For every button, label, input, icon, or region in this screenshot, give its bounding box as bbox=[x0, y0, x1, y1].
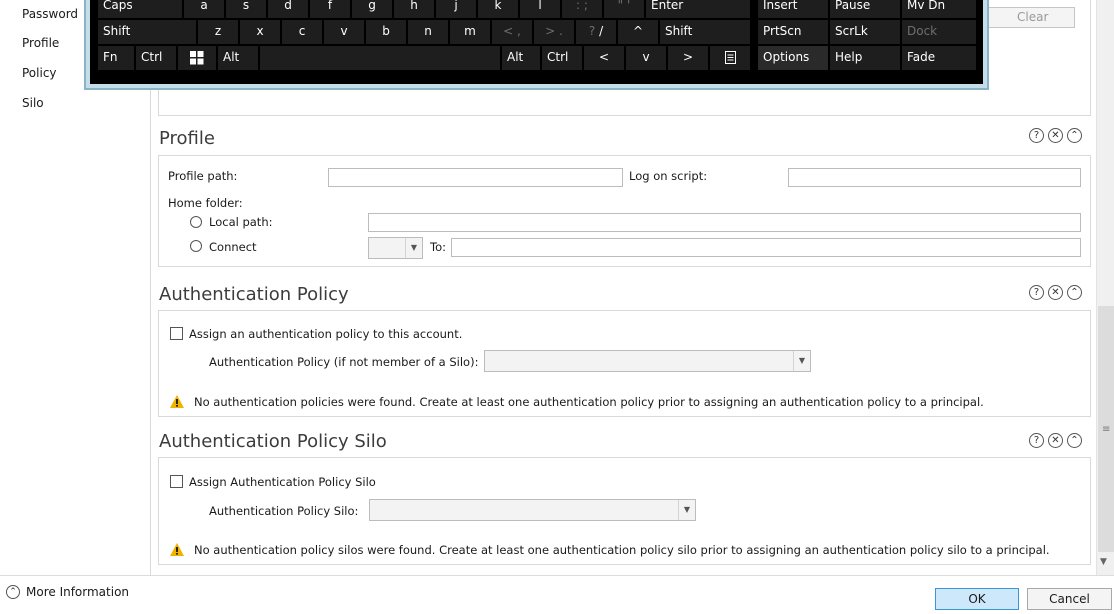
key-j[interactable]: j bbox=[436, 0, 476, 18]
key-slash-shift-label: ? bbox=[588, 24, 596, 38]
key-slash[interactable] bbox=[576, 20, 616, 44]
key-s[interactable]: s bbox=[226, 0, 266, 18]
key-fn[interactable]: Fn bbox=[98, 46, 134, 70]
clear-button[interactable]: Clear bbox=[986, 7, 1075, 28]
nav-item-profile[interactable]: Profile bbox=[22, 36, 60, 50]
collapse-icon[interactable]: ⌃ bbox=[1067, 433, 1082, 448]
key-h[interactable]: h bbox=[394, 0, 434, 18]
profile-section-title: Profile bbox=[159, 128, 215, 149]
windows-key[interactable] bbox=[178, 46, 216, 70]
auth-silo-section-controls bbox=[1029, 433, 1082, 448]
close-icon[interactable]: ✕ bbox=[1048, 128, 1063, 143]
logon-script-label: Log on script: bbox=[629, 169, 708, 183]
drive-letter-select[interactable] bbox=[368, 237, 423, 259]
connect-label: Connect bbox=[209, 240, 257, 254]
auth-silo-combo-label: Authentication Policy Silo: bbox=[209, 504, 359, 518]
key-alt-right[interactable]: Alt bbox=[502, 46, 540, 70]
logon-script-input[interactable] bbox=[788, 168, 1081, 187]
key-insert[interactable]: Insert bbox=[758, 0, 828, 18]
grip-icon: ≡ bbox=[1102, 424, 1111, 435]
arrow-left-key[interactable]: < bbox=[584, 46, 624, 70]
cancel-button[interactable]: Cancel bbox=[1027, 588, 1112, 610]
vertical-scrollbar[interactable] bbox=[1096, 0, 1114, 575]
key-n[interactable]: n bbox=[408, 20, 448, 44]
nav-item-silo[interactable]: Silo bbox=[22, 96, 44, 110]
collapse-icon[interactable]: ⌃ bbox=[1067, 128, 1082, 143]
key-k[interactable]: k bbox=[478, 0, 518, 18]
nav-item-policy[interactable]: Policy bbox=[22, 66, 57, 80]
key-semicolon-label: ; bbox=[583, 0, 588, 12]
key-caps[interactable]: Caps bbox=[98, 0, 182, 18]
help-icon[interactable]: ? bbox=[1029, 433, 1044, 448]
chevron-down-icon: ▼ bbox=[793, 351, 810, 371]
key-quote[interactable] bbox=[604, 0, 644, 18]
auth-silo-warning: No authentication policy silos were found. Create at least one authentication policy silo prior to assigning an authentication policy silo to a principal. bbox=[194, 543, 1050, 557]
auth-policy-combo-label: Authentication Policy (if not member of a Silo): bbox=[209, 355, 479, 369]
auth-silo-section-box bbox=[158, 457, 1091, 565]
key-pause[interactable]: Pause bbox=[830, 0, 900, 18]
local-path-radio[interactable] bbox=[190, 216, 202, 228]
close-icon[interactable]: ✕ bbox=[1048, 433, 1063, 448]
connect-radio[interactable] bbox=[190, 240, 202, 252]
key-quote-label: ' bbox=[627, 0, 631, 12]
connect-to-input[interactable] bbox=[451, 238, 1081, 257]
more-information-label: More Information bbox=[26, 585, 130, 599]
warning-icon bbox=[170, 543, 184, 556]
key-a[interactable]: a bbox=[184, 0, 224, 18]
windows-logo-icon bbox=[190, 51, 204, 65]
key-slash-label: / bbox=[599, 24, 604, 38]
assign-auth-silo-checkbox[interactable] bbox=[170, 475, 183, 488]
auth-silo-select[interactable] bbox=[369, 499, 696, 521]
key-comma-label: , bbox=[517, 24, 521, 38]
key-g[interactable]: g bbox=[352, 0, 392, 18]
key-ctrl-right[interactable]: Ctrl bbox=[542, 46, 582, 70]
auth-silo-section-title: Authentication Policy Silo bbox=[159, 431, 387, 452]
auth-policy-section-controls bbox=[1029, 285, 1082, 300]
profile-section-controls bbox=[1029, 128, 1082, 143]
scroll-down-icon[interactable]: ▼ bbox=[1100, 557, 1107, 567]
key-c[interactable]: c bbox=[282, 20, 322, 44]
key-semicolon-shift-label: : bbox=[576, 0, 581, 12]
key-x[interactable]: x bbox=[240, 20, 280, 44]
arrow-right-key[interactable]: > bbox=[668, 46, 708, 70]
profile-section-box bbox=[158, 155, 1091, 267]
keyboard-keys-area bbox=[90, 0, 983, 84]
more-information-toggle[interactable] bbox=[6, 585, 129, 599]
assign-auth-policy-checkbox[interactable] bbox=[170, 327, 183, 340]
key-period-label: . bbox=[559, 24, 563, 38]
arrow-down-key[interactable]: v bbox=[626, 46, 666, 70]
key-shift-right[interactable]: Shift bbox=[660, 20, 750, 44]
expand-up-icon: ⌃ bbox=[6, 585, 20, 599]
profile-path-label: Profile path: bbox=[168, 169, 238, 183]
key-v[interactable]: v bbox=[324, 20, 364, 44]
nav-item-password[interactable]: Password bbox=[22, 7, 79, 21]
key-f[interactable]: f bbox=[310, 0, 350, 18]
auth-policy-select[interactable] bbox=[484, 350, 811, 372]
on-screen-keyboard bbox=[84, 0, 989, 90]
auth-policy-warning: No authentication policies were found. Create at least one authentication policy prior to assigning an authentication policy to a principal. bbox=[194, 395, 984, 409]
key-space[interactable] bbox=[260, 46, 500, 70]
close-icon[interactable]: ✕ bbox=[1048, 285, 1063, 300]
local-path-label: Local path: bbox=[209, 215, 273, 229]
menu-icon bbox=[725, 51, 736, 64]
key-z[interactable]: z bbox=[198, 20, 238, 44]
key-quote-shift-label: " bbox=[617, 0, 624, 12]
home-folder-label: Home folder: bbox=[168, 196, 243, 210]
assign-auth-silo-label: Assign Authentication Policy Silo bbox=[189, 475, 376, 489]
key-comma-shift-label: < bbox=[503, 24, 514, 38]
to-label: To: bbox=[430, 240, 446, 254]
key-scroll-lock[interactable]: ScrLk bbox=[830, 20, 900, 44]
dialog-footer bbox=[0, 575, 1114, 614]
key-ctrl-left[interactable]: Ctrl bbox=[136, 46, 176, 70]
osk-options-button[interactable]: Options bbox=[758, 46, 828, 70]
key-semicolon[interactable] bbox=[562, 0, 602, 18]
key-shift-left[interactable]: Shift bbox=[98, 20, 196, 44]
key-period-shift-label: > bbox=[545, 24, 556, 38]
scrollbar-thumb[interactable] bbox=[1098, 306, 1114, 552]
ok-button[interactable]: OK bbox=[935, 588, 1019, 610]
chevron-down-icon: ▼ bbox=[405, 238, 422, 258]
key-move-down[interactable]: Mv Dn bbox=[902, 0, 976, 18]
key-comma[interactable] bbox=[492, 20, 532, 44]
key-d[interactable]: d bbox=[268, 0, 308, 18]
arrow-up-key[interactable]: ^ bbox=[618, 20, 658, 44]
key-m[interactable]: m bbox=[450, 20, 490, 44]
osk-fade-button[interactable]: Fade bbox=[902, 46, 976, 70]
profile-path-input[interactable] bbox=[328, 168, 623, 187]
key-l[interactable]: l bbox=[520, 0, 560, 18]
auth-policy-section-title: Authentication Policy bbox=[159, 284, 349, 305]
assign-auth-policy-label: Assign an authentication policy to this account. bbox=[189, 327, 463, 341]
key-b[interactable]: b bbox=[366, 20, 406, 44]
warning-icon bbox=[170, 395, 184, 408]
help-icon[interactable]: ? bbox=[1029, 285, 1044, 300]
chevron-down-icon: ▼ bbox=[678, 500, 695, 520]
collapse-icon[interactable]: ⌃ bbox=[1067, 285, 1082, 300]
help-icon[interactable]: ? bbox=[1029, 128, 1044, 143]
context-menu-key[interactable] bbox=[710, 46, 750, 70]
key-enter[interactable]: Enter bbox=[646, 0, 750, 18]
auth-policy-section-box bbox=[158, 310, 1091, 417]
key-period[interactable] bbox=[534, 20, 574, 44]
osk-help-button[interactable]: Help bbox=[830, 46, 900, 70]
key-alt-left[interactable]: Alt bbox=[218, 46, 258, 70]
key-print-screen[interactable]: PrtScn bbox=[758, 20, 828, 44]
key-dock[interactable]: Dock bbox=[902, 20, 976, 44]
local-path-input[interactable] bbox=[368, 213, 1081, 232]
